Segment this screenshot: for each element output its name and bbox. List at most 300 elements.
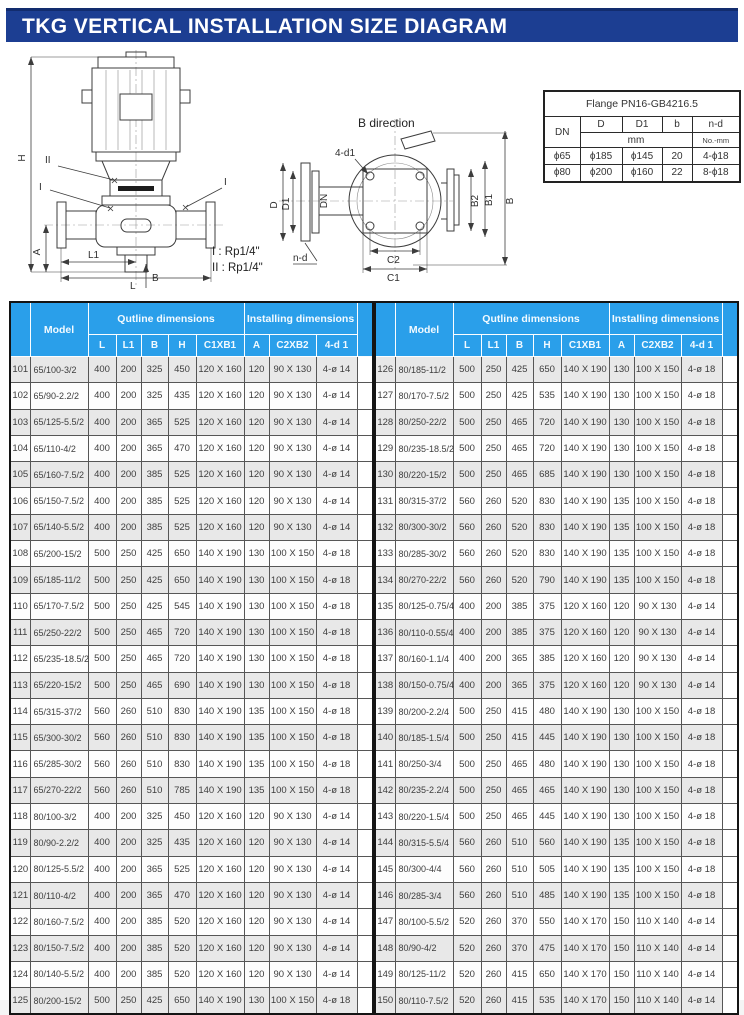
dim-cell: 415 (506, 698, 533, 724)
dim-cell: 4-ø 14 (681, 646, 722, 672)
dim-cell: 100 X 150 (634, 830, 681, 856)
dim-cell: 4-ø 18 (681, 882, 722, 908)
row-number-cell: 138 (375, 672, 395, 698)
dim-cell: 400 (88, 383, 116, 409)
dim-cell: 400 (88, 409, 116, 435)
dim-cell: 100 X 150 (634, 488, 681, 514)
dim-cell: 90 X 130 (269, 488, 316, 514)
col-header-h: H (533, 335, 561, 357)
dim-cell: 120 (244, 383, 269, 409)
dim-cell: 100 X 150 (634, 409, 681, 435)
dim-cell: 90 X 130 (634, 619, 681, 645)
dim-cell: 150 (609, 909, 634, 935)
dim-cell: 100 X 150 (269, 672, 316, 698)
empty-cell (722, 751, 738, 777)
dim-cell: 130 (244, 672, 269, 698)
dim-cell: 260 (116, 698, 141, 724)
dim-cell: 250 (481, 409, 506, 435)
dim-cell: 500 (453, 435, 481, 461)
dim-cell: 100 X 150 (634, 777, 681, 803)
model-cell: 65/90-2.2/2 (30, 383, 88, 409)
model-cell: 80/150-0.75/4 (395, 672, 453, 698)
dim-cell: 90 X 130 (269, 383, 316, 409)
row-number-cell: 116 (10, 751, 30, 777)
empty-cell (722, 567, 738, 593)
model-cell: 80/110-4/2 (30, 882, 88, 908)
table-row (10, 725, 373, 751)
dim-cell: 250 (481, 725, 506, 751)
dim-cell: 650 (533, 961, 561, 987)
row-number-cell: 140 (375, 725, 395, 751)
table-row (10, 514, 373, 540)
dim-cell: 100 X 150 (634, 751, 681, 777)
model-cell: 65/110-4/2 (30, 435, 88, 461)
dim-cell: 130 (244, 567, 269, 593)
table-row (375, 856, 738, 882)
dim-cell: 120 X 160 (196, 935, 244, 961)
row-number-cell: 120 (10, 856, 30, 882)
dim-cell: 465 (141, 646, 168, 672)
dim-cell: 200 (116, 961, 141, 987)
row-number-cell: 115 (10, 725, 30, 751)
empty-cell (357, 514, 373, 540)
dim-cell: 100 X 150 (634, 882, 681, 908)
dim-cell: 4-ø 18 (316, 672, 357, 698)
dim-cell: 4-ø 18 (316, 725, 357, 751)
row-number-cell: 107 (10, 514, 30, 540)
dim-cell: 500 (453, 357, 481, 383)
model-cell: 80/250-22/2 (395, 409, 453, 435)
row-number-cell: 135 (375, 593, 395, 619)
dim-label-b-right: B (505, 197, 516, 205)
col-header-h: H (168, 335, 196, 357)
dim-cell: 120 (244, 357, 269, 383)
dim-cell: 375 (533, 672, 561, 698)
dim-cell: 140 X 190 (196, 619, 244, 645)
dim-cell: 260 (481, 909, 506, 935)
table-row (10, 567, 373, 593)
installing-dimensions-header: Installing dimensions (609, 302, 722, 335)
dim-cell: 4-ø 18 (681, 830, 722, 856)
dim-cell: 4-ø 14 (316, 383, 357, 409)
dim-cell: 200 (116, 383, 141, 409)
row-number-cell: 103 (10, 409, 30, 435)
table-row (10, 488, 373, 514)
port-label-1-right: I (224, 177, 227, 188)
dim-cell: 120 X 160 (196, 462, 244, 488)
dim-cell: 425 (141, 541, 168, 567)
dim-cell: 4-ø 14 (681, 935, 722, 961)
table-row (375, 435, 738, 461)
dim-cell: 4-ø 18 (316, 988, 357, 1015)
dim-cell: 500 (453, 725, 481, 751)
empty-cell (357, 988, 373, 1015)
dim-cell: 400 (88, 435, 116, 461)
dim-cell: 120 (244, 488, 269, 514)
dim-cell: 140 X 190 (561, 777, 609, 803)
flange-table-row (544, 165, 740, 182)
dim-cell: 425 (141, 988, 168, 1015)
dim-cell: 400 (453, 619, 481, 645)
row-number-cell: 123 (10, 935, 30, 961)
dim-cell: 535 (533, 988, 561, 1015)
empty-cell (357, 935, 373, 961)
flange-spec-table (543, 90, 741, 183)
model-cell: 65/160-7.5/2 (30, 462, 88, 488)
dim-cell: 500 (88, 988, 116, 1015)
dim-cell: 4-ø 14 (681, 619, 722, 645)
dim-cell: 100 X 150 (269, 725, 316, 751)
dim-cell: 435 (168, 383, 196, 409)
dim-cell: 560 (453, 830, 481, 856)
dim-cell: 650 (533, 357, 561, 383)
dim-cell: 720 (533, 409, 561, 435)
row-number-cell: 121 (10, 882, 30, 908)
dim-cell: 435 (168, 830, 196, 856)
dim-cell: 100 X 150 (269, 567, 316, 593)
dim-cell: 550 (533, 909, 561, 935)
row-number-cell: 136 (375, 619, 395, 645)
row-number-cell: 105 (10, 462, 30, 488)
model-cell: 80/285-3/4 (395, 882, 453, 908)
dim-cell: 375 (533, 619, 561, 645)
model-cell: 65/220-15/2 (30, 672, 88, 698)
dim-cell: 110 X 140 (634, 935, 681, 961)
dim-cell: 200 (481, 619, 506, 645)
dim-cell: 400 (88, 882, 116, 908)
dim-cell: 4-ø 18 (316, 541, 357, 567)
dim-cell: 4-ø 14 (316, 409, 357, 435)
dim-cell: 120 X 160 (196, 383, 244, 409)
dim-cell: 200 (116, 804, 141, 830)
table-row (375, 909, 738, 935)
dim-cell: 260 (481, 830, 506, 856)
dim-cell: 500 (88, 567, 116, 593)
outline-dimensions-header: Qutline dimensions (453, 302, 609, 335)
dim-cell: 4-ø 14 (681, 961, 722, 987)
empty-cell (357, 856, 373, 882)
dim-cell: 4-ø 18 (681, 383, 722, 409)
dim-cell: 100 X 150 (634, 725, 681, 751)
dim-cell: 425 (506, 357, 533, 383)
empty-cell (357, 462, 373, 488)
dim-cell: 480 (533, 698, 561, 724)
dim-cell: 260 (481, 988, 506, 1015)
dim-cell: 120 X 160 (561, 619, 609, 645)
b-direction-label: B direction (358, 116, 415, 130)
model-cell: 65/150-7.5/2 (30, 488, 88, 514)
flange-cell: 8-ϕ18 (692, 165, 740, 182)
dim-cell: 4-ø 18 (681, 462, 722, 488)
dim-cell: 135 (609, 567, 634, 593)
dim-cell: 425 (506, 383, 533, 409)
dim-cell: 120 X 160 (561, 593, 609, 619)
dim-cell: 200 (116, 882, 141, 908)
row-number-cell: 126 (375, 357, 395, 383)
flange-cell: ϕ185 (580, 148, 622, 165)
row-number-cell: 106 (10, 488, 30, 514)
dim-cell: 140 X 190 (561, 541, 609, 567)
dim-cell: 100 X 150 (269, 751, 316, 777)
dim-cell: 100 X 150 (634, 567, 681, 593)
dim-cell: 4-ø 14 (316, 882, 357, 908)
size-table-left (9, 301, 374, 1015)
row-number-cell: 109 (10, 567, 30, 593)
col-header-4d1: 4-d 1 (316, 335, 357, 357)
note-line-2: II : Rp1/4" (212, 262, 263, 274)
dim-cell: 465 (506, 804, 533, 830)
dim-cell: 790 (533, 567, 561, 593)
dim-cell: 4-ø 14 (316, 357, 357, 383)
model-cell: 80/160-1.1/4 (395, 646, 453, 672)
empty-cell (357, 646, 373, 672)
row-number-cell: 104 (10, 435, 30, 461)
table-row (10, 961, 373, 987)
model-cell: 80/300-4/4 (395, 856, 453, 882)
model-cell: 65/185-11/2 (30, 567, 88, 593)
dim-cell: 260 (481, 541, 506, 567)
dim-cell: 560 (88, 698, 116, 724)
row-number-cell: 102 (10, 383, 30, 409)
table-row (10, 462, 373, 488)
dim-cell: 560 (453, 856, 481, 882)
dim-cell: 685 (533, 462, 561, 488)
dim-label-dn: DN (319, 193, 330, 209)
dim-cell: 465 (506, 777, 533, 803)
row-number-cell: 128 (375, 409, 395, 435)
empty-cell (722, 619, 738, 645)
pump-dimensions (31, 57, 211, 288)
table-row (375, 514, 738, 540)
dim-cell: 465 (506, 751, 533, 777)
dim-cell: 140 X 190 (196, 567, 244, 593)
dim-cell: 500 (88, 593, 116, 619)
dim-cell: 500 (88, 541, 116, 567)
empty-cell (722, 856, 738, 882)
row-number-cell: 131 (375, 488, 395, 514)
dim-cell: 130 (609, 777, 634, 803)
table-row (375, 988, 738, 1015)
dim-cell: 120 X 160 (196, 357, 244, 383)
dim-cell: 400 (88, 909, 116, 935)
dim-cell: 140 X 190 (196, 646, 244, 672)
dim-cell: 4-ø 14 (316, 935, 357, 961)
dim-cell: 4-ø 14 (316, 435, 357, 461)
dim-cell: 120 (244, 435, 269, 461)
model-cell: 80/150-7.5/2 (30, 935, 88, 961)
dim-cell: 250 (481, 435, 506, 461)
dim-cell: 140 X 190 (561, 804, 609, 830)
model-cell: 80/250-3/4 (395, 751, 453, 777)
dim-cell: 100 X 150 (269, 988, 316, 1015)
table-row (10, 856, 373, 882)
dim-cell: 830 (533, 488, 561, 514)
row-number-cell: 113 (10, 672, 30, 698)
row-number-cell: 139 (375, 698, 395, 724)
dim-label-h: H (17, 154, 28, 162)
page-title: TKG VERTICAL INSTALLATION SIZE DIAGRAM (22, 14, 508, 38)
dim-cell: 510 (506, 856, 533, 882)
dim-cell: 200 (116, 488, 141, 514)
dim-cell: 260 (481, 488, 506, 514)
dim-cell: 120 (609, 593, 634, 619)
empty-cell (722, 909, 738, 935)
dim-cell: 100 X 150 (634, 856, 681, 882)
dim-cell: 4-ø 18 (681, 435, 722, 461)
dim-cell: 120 X 160 (561, 672, 609, 698)
dim-cell: 120 (244, 514, 269, 540)
dim-cell: 130 (609, 698, 634, 724)
table-row (375, 593, 738, 619)
table-row (375, 619, 738, 645)
dim-cell: 130 (609, 725, 634, 751)
dim-label-l1: L1 (88, 250, 100, 261)
dim-cell: 465 (506, 462, 533, 488)
empty-cell (722, 488, 738, 514)
dim-cell: 500 (88, 672, 116, 698)
dim-label-b2: B2 (470, 194, 481, 208)
dim-cell: 4-ø 14 (316, 488, 357, 514)
row-number-cell: 119 (10, 830, 30, 856)
empty-cell (357, 961, 373, 987)
dim-label-c2: C2 (387, 255, 400, 266)
dim-cell: 520 (506, 567, 533, 593)
model-header: Model (395, 302, 453, 357)
dim-cell: 90 X 130 (269, 435, 316, 461)
dim-cell: 4-ø 18 (681, 725, 722, 751)
dim-cell: 400 (453, 646, 481, 672)
dim-cell: 4-ø 14 (316, 961, 357, 987)
empty-cell (722, 462, 738, 488)
dim-cell: 200 (116, 856, 141, 882)
dim-cell: 135 (244, 777, 269, 803)
table-row (10, 988, 373, 1015)
empty-cell (722, 593, 738, 619)
model-cell: 65/235-18.5/2 (30, 646, 88, 672)
empty-cell (722, 383, 738, 409)
row-number-cell: 150 (375, 988, 395, 1015)
dim-cell: 560 (88, 777, 116, 803)
dim-cell: 100 X 150 (269, 777, 316, 803)
empty-cell (722, 672, 738, 698)
empty-cell (722, 725, 738, 751)
dim-cell: 90 X 130 (269, 856, 316, 882)
dim-cell: 4-ø 14 (681, 909, 722, 935)
dim-cell: 130 (609, 435, 634, 461)
dim-cell: 385 (141, 462, 168, 488)
col-header-l: L (453, 335, 481, 357)
dim-cell: 500 (88, 646, 116, 672)
dim-cell: 100 X 150 (634, 435, 681, 461)
col-header-a: A (244, 335, 269, 357)
table-row (375, 383, 738, 409)
flange-cell: ϕ145 (622, 148, 662, 165)
table-row (375, 698, 738, 724)
empty-cell (357, 672, 373, 698)
empty-cell (722, 988, 738, 1015)
model-cell: 80/315-37/2 (395, 488, 453, 514)
dim-cell: 650 (168, 541, 196, 567)
dim-cell: 4-ø 14 (316, 514, 357, 540)
dim-cell: 120 X 160 (196, 830, 244, 856)
dim-cell: 325 (141, 357, 168, 383)
dim-cell: 400 (453, 672, 481, 698)
dim-label-l: L (130, 281, 136, 292)
model-cell: 80/315-5.5/4 (395, 830, 453, 856)
dim-cell: 365 (141, 435, 168, 461)
dim-cell: 100 X 150 (269, 619, 316, 645)
row-number-cell: 132 (375, 514, 395, 540)
row-number-cell: 125 (10, 988, 30, 1015)
dim-cell: 120 X 160 (196, 961, 244, 987)
table-row (375, 357, 738, 383)
empty-cell (357, 777, 373, 803)
dim-label-c1: C1 (387, 273, 400, 284)
dim-cell: 250 (481, 462, 506, 488)
row-number-cell: 148 (375, 935, 395, 961)
table-row (375, 751, 738, 777)
empty-cell (722, 698, 738, 724)
dim-cell: 425 (141, 593, 168, 619)
dim-cell: 510 (141, 751, 168, 777)
dim-cell: 140 X 190 (196, 593, 244, 619)
row-number-cell: 141 (375, 751, 395, 777)
dim-cell: 520 (168, 935, 196, 961)
model-cell: 80/285-30/2 (395, 541, 453, 567)
dim-cell: 120 X 160 (196, 856, 244, 882)
model-cell: 80/90-4/2 (395, 935, 453, 961)
model-cell: 65/285-30/2 (30, 751, 88, 777)
dim-cell: 140 X 190 (196, 672, 244, 698)
model-cell: 65/270-22/2 (30, 777, 88, 803)
flange-unit-no-mm: No.-mm (692, 133, 740, 148)
dim-cell: 415 (506, 961, 533, 987)
dim-cell: 560 (88, 751, 116, 777)
dim-cell: 480 (533, 751, 561, 777)
dim-cell: 130 (244, 593, 269, 619)
dim-cell: 135 (244, 725, 269, 751)
table-row (375, 462, 738, 488)
table-row (10, 909, 373, 935)
dim-cell: 500 (453, 383, 481, 409)
empty-cell (357, 698, 373, 724)
empty-cell (722, 514, 738, 540)
flange-table-row (544, 148, 740, 165)
dim-cell: 400 (88, 804, 116, 830)
dim-cell: 465 (141, 619, 168, 645)
row-number-cell: 110 (10, 593, 30, 619)
dim-cell: 370 (506, 935, 533, 961)
dim-cell: 385 (141, 514, 168, 540)
end-blank-header (722, 302, 738, 357)
dim-cell: 500 (453, 751, 481, 777)
dim-cell: 100 X 150 (269, 593, 316, 619)
row-number-cell: 124 (10, 961, 30, 987)
table-row (10, 409, 373, 435)
dim-cell: 4-ø 14 (681, 672, 722, 698)
corner-blank-header (10, 302, 30, 357)
dim-cell: 120 X 160 (196, 882, 244, 908)
dim-cell: 385 (533, 646, 561, 672)
table-row (10, 804, 373, 830)
dim-cell: 120 X 160 (196, 488, 244, 514)
title-bar (6, 8, 738, 42)
dim-cell: 465 (141, 672, 168, 698)
dim-cell: 260 (481, 567, 506, 593)
dim-cell: 510 (141, 725, 168, 751)
dim-cell: 4-ø 14 (316, 830, 357, 856)
dim-cell: 415 (506, 725, 533, 751)
